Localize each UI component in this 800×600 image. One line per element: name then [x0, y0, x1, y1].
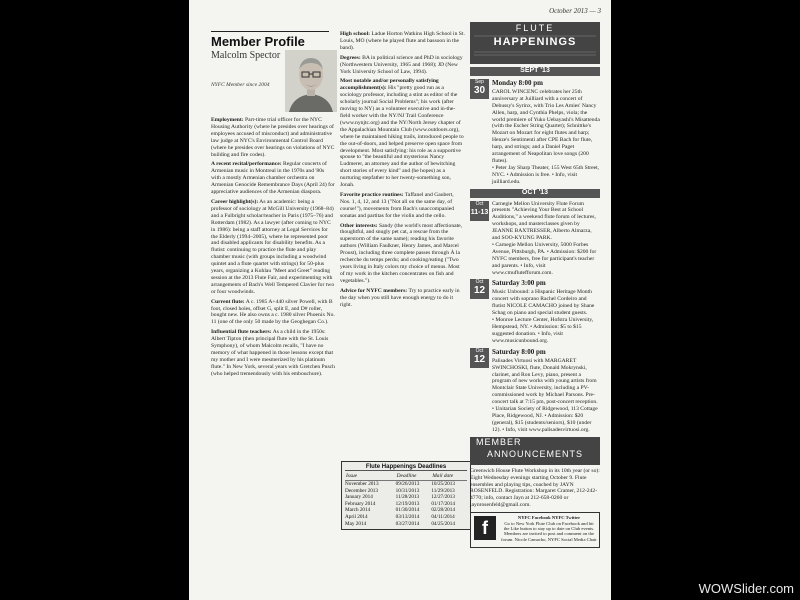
event-item — [470, 348, 600, 434]
deadlines-table — [345, 472, 467, 527]
table-row — [345, 501, 467, 508]
mail-date-cell: 04/11/2014 — [431, 513, 455, 520]
event-month: Oct — [475, 200, 484, 207]
member-announcement-text: Greenwich House Flute Workshop in its 10th year (or so): Eight Wednesday evenings starting October 9. Flute ensembles and playing tips, coached by JAYN ROSENFELD. Registration: Margaret Cramer, 212-242-4770; info, contact Jayn at 212-658-0260 or jaynrosenfeld@gmail.com. — [470, 467, 600, 509]
profile-member-since: NYFC Member since 2004 — [211, 82, 270, 88]
event-item — [470, 279, 600, 344]
issue-cell: March 2014 — [345, 507, 371, 514]
table-row — [345, 494, 467, 501]
issue-cell: May 2014 — [345, 520, 367, 527]
flute-happenings-banner — [470, 22, 600, 64]
deadlines-header-deadline: Deadline — [396, 472, 432, 481]
flute-happenings-title-bottom: HAPPENINGS — [493, 36, 577, 48]
degrees-text: BA in political science and PhD in sociology (Northwestern University, 1965 and 1968); JD (New York University School of Law, 1994). — [340, 54, 463, 75]
interests-label: Other interests: — [340, 222, 378, 229]
table-row — [345, 507, 467, 514]
interests-text: Sandy (the world's most affectionate, thoughtful, and snugly pet cat, a rescue from the superstorm of the same name); reading his favorite authors (William Faulkner, Henry James, and Marcel Proust), including three complete passes through À la recherche du temps perdu; and cooking/eating ("Two years living in Italy colors my choice of menus. Most of my work in the kitchen concentrates on fish and vegetables."). — [340, 222, 463, 284]
flute-text: A c. 1985 A+440 silver Powell, with B foot, closed holes, offset G, split E, and D# roller, bought new. He also owns a c. 1980 silver Phoenix No. 11 (one of the only 50 made by the Geoghegan Co.). — [211, 298, 335, 326]
event-date-badge — [470, 348, 489, 368]
portrait-photo — [285, 50, 337, 112]
issue-cell: April 2014 — [345, 513, 368, 520]
employment-text: Part-time trial officer for the NYC Housing Authority (where he presides over hearings of employees accused of misconduct) and administrative law judge at NYC's Environmental Control Board (where he presides over hearings on violations of NYC building and fire codes). — [211, 117, 335, 158]
advice-text: Try to practice early in the day when you still have enough energy to do it right. — [340, 287, 460, 308]
event-time: Saturday 8:00 pm — [492, 347, 546, 356]
month-band-sept: SEPT '13 — [470, 67, 600, 76]
practice-label: Favorite practice routines: — [340, 191, 404, 198]
event-day: 30 — [473, 84, 486, 96]
deadline-cell: 11/28/2013 — [395, 494, 420, 501]
deadlines-header-issue: Issue — [345, 472, 396, 481]
event-time: Saturday 3:00 pm — [492, 279, 546, 288]
event-day: 12 — [473, 285, 486, 297]
event-date-badge — [470, 201, 489, 221]
issue-cell: December 2013 — [345, 487, 378, 494]
announcements-title: ANNOUNCEMENTS — [486, 448, 583, 459]
event-venue: • Carnegie Mellon University, 5000 Forbes Avenue, Pittsburgh, PA. • Admission: $200 for NYFC members, free for participant's teacher and parents. • Info, visit www.cmuflutefforum.com. — [492, 241, 597, 276]
event-item — [470, 201, 600, 277]
deadlines-header-mail: Mail date — [431, 472, 467, 481]
table-row — [345, 481, 467, 488]
mail-date-cell: 04/25/2014 — [431, 520, 455, 527]
event-description: Palisades Virtuosi with MARGARET SWINCHOSKI, flute, Donald Mokrynski, clarinet, and Ron Levy, piano, present a program of new works with young artists from Montclair State University, including a PV-commissioned work by Michael Parsons. Pre-concert talk at 7:15 pm, post-concert reception. — [492, 357, 598, 406]
facebook-box — [470, 512, 600, 548]
event-date-badge — [470, 79, 489, 99]
highschool-label: High school: — [340, 31, 370, 37]
event-venue: • Unitarian Society of Ridgewood, 113 Cottage Place, Ridgewood, NJ. • Admission: $20 (general), $15 (students/seniors), $10 (under 12). • Info, visit www.palisadesvirtuosi.org. — [492, 406, 598, 433]
mail-date-cell: 02/28/2014 — [431, 507, 455, 514]
teachers-text: As a child in the 1950s: Albert Tipton (then principal flute with the St. Louis Symphony), of whom Malcolm recalls, "I have no memory of what happened in those lessons except that my mother and I were mesmerized by his platinum flute." In New York, several years with Gretchen Pusch (who helped tremendously with his embouchure). — [211, 329, 335, 377]
deadline-cell: 01/30/2014 — [395, 507, 420, 514]
deadlines-box — [341, 461, 471, 530]
event-venue: • Peter Jay Sharp Theater, 155 West 65th Street, NYC. • Admission is free. • Info, visit juilliard.edu. — [492, 164, 600, 185]
deadline-cell: 03/13/2014 — [395, 513, 420, 520]
event-date-badge — [470, 279, 489, 299]
facebook-title: NYFC Facebook NYFC Twitter — [517, 515, 581, 521]
member-title: MEMBER — [476, 436, 522, 447]
advice-label: Advice for NYFC members: — [340, 287, 408, 294]
event-month: Oct — [475, 279, 484, 286]
event-description: CAROL WINCENC celebrates her 25th anniversary at Juilliard with a concert of Debussy's Syrinx, with Trio Les Amies' Nancy Allen, harp, and Cynthia Phelps, viola; the world premiere of Yuko Uebayashi's Misattenda (with the Escher String Quartet); Schnittke's Mozart on Mozart for eight flutes and harp; Henze's Sentimenti after CPE Bach for flute, harp, and strings; and a Daniel Paget arrangement of Neapolitan love songs (200 flutes). — [492, 88, 600, 164]
facebook-text: Go to New York Flute Club on Facebook and hit the Like button to stay up to date on Club events. Members are invited to post and comment on the forum. Nicole Camacho, NYFC Social Media Chair — [501, 520, 597, 542]
deadline-cell: 12/19/2013 — [395, 500, 420, 507]
table-row — [345, 514, 467, 521]
event-time: Monday 8:00 pm — [492, 78, 543, 87]
mail-date-cell: 01/17/2014 — [431, 500, 455, 507]
mail-date-cell: 11/29/2013 — [431, 487, 455, 494]
flute-label: Current flute: — [211, 298, 245, 305]
event-day: 12 — [473, 353, 486, 365]
deadline-cell: 03/27/2014 — [395, 520, 420, 527]
table-row — [345, 488, 467, 495]
deadline-cell: 10/31/2013 — [395, 487, 420, 494]
profile-column-1 — [211, 117, 335, 381]
issue-cell: November 2013 — [345, 481, 379, 487]
month-band-oct: OCT '13 — [470, 189, 600, 198]
watermark-text: WOWSlider.com — [698, 581, 794, 596]
degrees-label: Degrees: — [340, 54, 361, 61]
profile-title: Member Profile — [211, 31, 329, 49]
issue-cell: February 2014 — [345, 500, 376, 507]
event-venue: • Monroe Lecture Center, Hofstra University, Hempstead, NY. • Admission: $5 to $15 suggested donation. • Info, visit www.musicunbound.org. — [492, 317, 594, 344]
employment-label: Employment: — [211, 117, 244, 123]
event-month: Sep — [475, 78, 484, 85]
mail-date-cell: 12/27/2013 — [431, 494, 455, 501]
event-month: Oct — [475, 347, 484, 354]
event-item — [470, 79, 600, 186]
event-description: Music Unbound: a Hispanic Heritage Month concert with soprano Rachel Cordeiro and flutist NICOLE CAMACHO joined by Shane Schag on piano and special student guests. — [492, 289, 595, 317]
event-day: 11-13 — [470, 208, 489, 216]
page-header: October 2013 — 3 — [549, 7, 601, 15]
flute-happenings-title-top: FLUTE — [515, 23, 555, 33]
happenings-column — [470, 22, 600, 548]
accomplish-label: Most notable and/or personally satisfying accomplishment(s): — [340, 78, 439, 92]
recital-label: A recent recital/performance: — [211, 161, 282, 168]
teachers-label: Influential flute teachers: — [211, 329, 272, 336]
practice-text: Taffanel and Gaubert, Nos. 1, 4, 12, and 13 ("Not all on the same day, of course!"), movements from Bach's unaccompanied sonatas and partitas for the violin and the cello. — [340, 191, 455, 219]
newsletter-page — [189, 0, 611, 600]
event-description: Carnegie Mellon University Flute Forum presents "Achieving Your Best at School Auditions," a weekend flute forum of lectures, workshops, and masterclasses given by JEANNE BAXTRESSER, Alberto Almarza, and SOO-KYUNG PARK. — [492, 200, 596, 242]
mail-date-cell: 10/25/2013 — [431, 481, 455, 487]
accomplish-text: His "pretty good run as a sociology professor, including a stint as editor of the scholarly journal Social Problems"; his work (after moving to NY) as a volunteer executive and in-the-field worker with the NY/NJ Trail Conference (www.nynjtc.org) and the NY/North Jersey chapter of the Appalachian Mountain Club (www.outdoors.org), where he maintained hiking trails, introduced people to the out-of-doors, and helped preserve open space from development. Most satisfying: his role as a supportive spouse to "the beautiful and mysterious Nancy Ludmerer, an attorney and the author of bewitching short stories of every kind" and (he hopes) as a nurturing stepfather to her twenty-something son, Jonah. — [340, 85, 464, 189]
profile-column-2 — [340, 31, 465, 311]
career-text: As an academic: being a professor of sociology at McGill University (1968–84) and a Fulbright scholar/teacher in Paris (1975–76) and Rotterdam (1982). As a lawyer (after coming to NYC in 1986): being a staff attorney at Legal Services for the Elderly (1994–2005), where he represented poor and disabled applicants for disability benefits. As a flutist: continuing to practice the flute and play chamber music (with groups including a woodwind quintet and a flute quartet with strings) for 50-plus years, organizing a Kuhlau "Meet and Greet" reading session at the 2013 Flute Fair, and experimenting with arrangements of Bach's Well Tempered Clavier for two or four woodwinds. — [211, 198, 335, 295]
deadlines-title: Flute Happenings Deadlines — [345, 464, 467, 471]
recital-text: Regular concerts of Armenian music in Montreal in the 1970s and '80s with a mostly Armenian chamber orchestra on Armenian Genocide Remembrance Days (April 24) for appreciative audiences of the Armenian diaspora. — [211, 161, 335, 196]
career-label: Career highlight(s): — [211, 198, 259, 205]
highschool-text: Ladue Horton Watkins High School in St. Louis, MO (where he played flute and bassoon in the band). — [340, 31, 465, 51]
deadline-cell: 09/26/2013 — [395, 481, 420, 487]
issue-cell: January 2014 — [345, 494, 373, 501]
member-announcements-banner — [470, 437, 600, 465]
table-row — [345, 521, 467, 528]
facebook-icon: f — [474, 516, 496, 540]
profile-name: Malcolm Spector — [211, 50, 281, 61]
